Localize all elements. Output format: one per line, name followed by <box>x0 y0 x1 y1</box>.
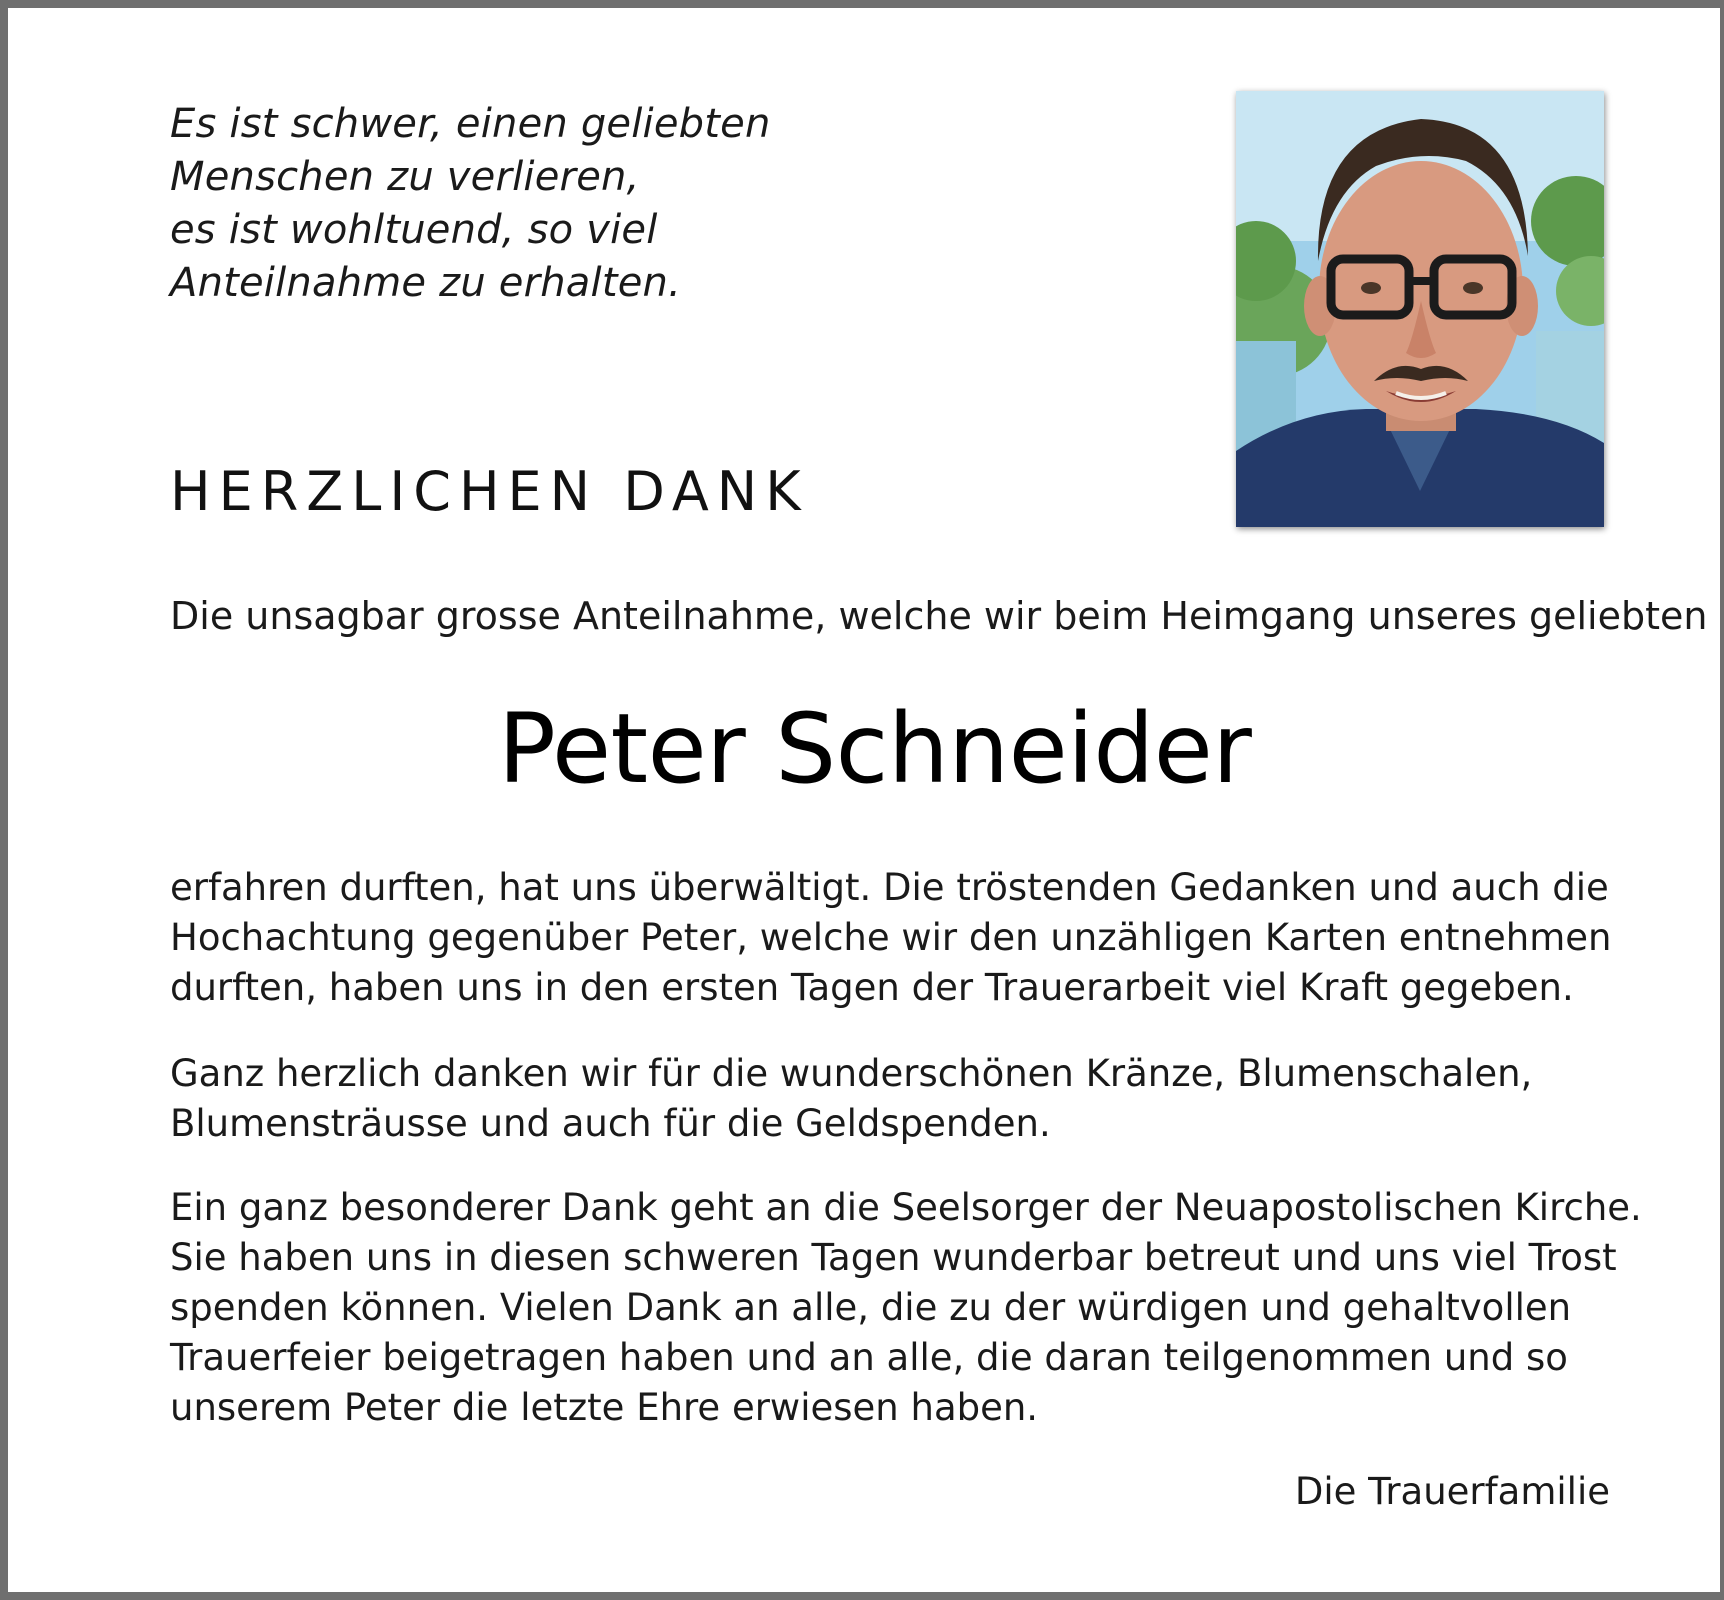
notice-content <box>170 8 1708 1592</box>
portrait-photo-icon <box>1236 91 1604 527</box>
portrait-photo <box>1236 91 1604 527</box>
intro-text: Die unsagbar grosse Anteilnahme, welche wir beim Heimgang unseres geliebten <box>170 594 1708 638</box>
deceased-name: Peter Schneider <box>498 693 1252 805</box>
paragraph-thanks-1: erfahren durften, hat uns überwältigt. Die tröstenden Gedanken und auch die Hochachtung gegenüber Peter, welche wir den unzähligen Karten entnehmen durften, haben uns in den ersten Tagen der Trauerarbeit viel Kraft gegeben. <box>170 866 1612 1009</box>
signature: Die Trauerfamilie <box>1294 1470 1610 1513</box>
heading-title: HERZLICHEN DANK <box>170 460 809 523</box>
paragraph-thanks-2: Ganz herzlich danken wir für die wunderschönen Kränze, Blumenschalen, Blumensträusse und auch für die Geldspenden. <box>170 1052 1533 1145</box>
poem-text: Es ist schwer, einen geliebten Menschen zu verlieren, es ist wohltuend, so viel Anteilnahme zu erhalten. <box>170 101 771 306</box>
paragraph-thanks-3: Ein ganz besonderer Dank geht an die Seelsorger der Neuapostolischen Kirche. Sie haben uns in diesen schweren Tagen wunderbar betreut und uns viel Trost spenden können. Vielen Dank an alle, die zu der würdigen und gehaltvollen Trauerfeier beigetragen haben und an alle, die daran teilgenommen und so unserem Peter die letzte Ehre erwiesen haben. <box>170 1186 1642 1429</box>
